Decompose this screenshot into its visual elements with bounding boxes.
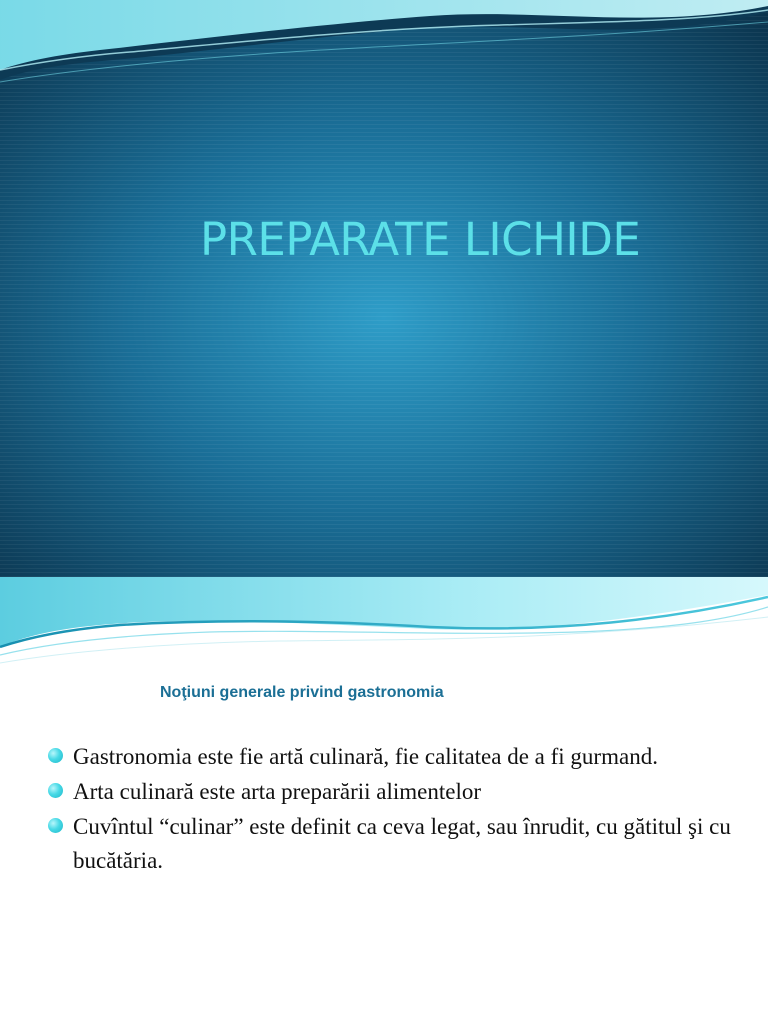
slide-title: PREPARATE LICHIDE — [200, 213, 641, 266]
bullet-item — [46, 810, 746, 878]
bullet-text: Arta culinară este arta preparării alimentelor — [73, 779, 482, 804]
bullet-item — [46, 740, 746, 774]
bullet-item — [46, 775, 746, 809]
bullet-dot-icon — [48, 783, 63, 798]
bullet-dot-icon — [48, 748, 63, 763]
bullet-text: Cuvîntul “culinar” este definit ca ceva legat, sau înrudit, cu gătitul şi cu bucătăria. — [73, 814, 731, 873]
bullet-dot-icon — [48, 818, 63, 833]
content-slide-wave — [0, 577, 768, 697]
bullet-text: Gastronomia este fie artă culinară, fie calitatea de a fi gurmand. — [73, 744, 658, 769]
bullet-list — [46, 740, 746, 879]
content-slide — [0, 577, 768, 1024]
content-heading: Noţiuni generale privind gastronomia — [160, 684, 444, 701]
